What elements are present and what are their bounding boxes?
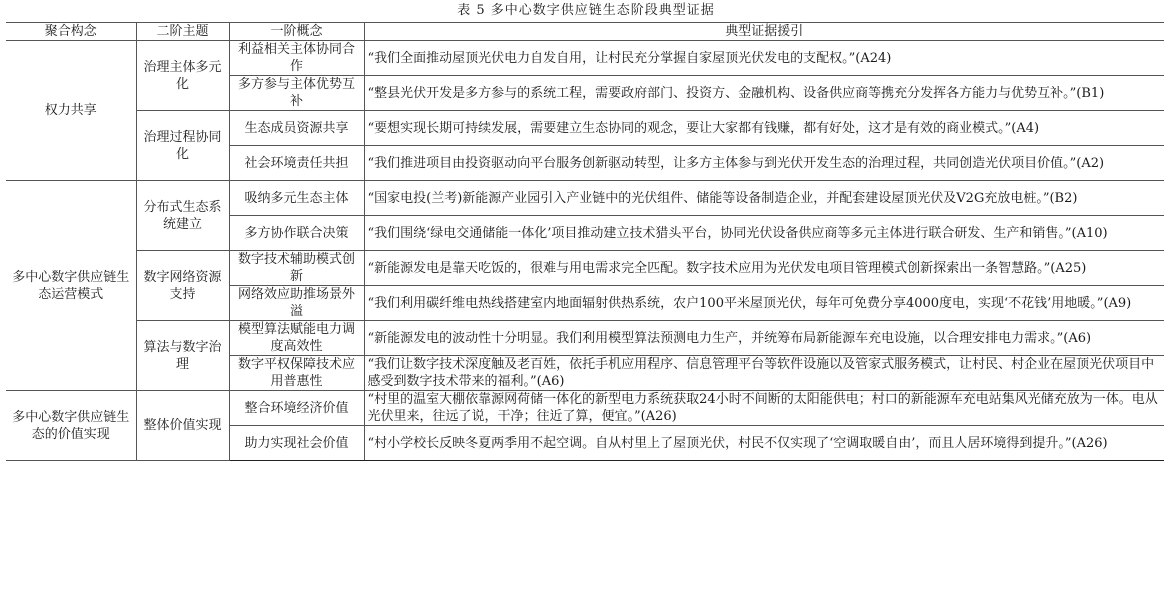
- evidence-table: [6, 22, 1164, 461]
- evidence-cell: “新能源发电是靠天吃饭的，很难与用电需求完全匹配。数字技术应用为光伏发电项目管理模式创新探索出一条智慧路。”(A25): [364, 251, 1164, 286]
- evidence-cell: “我们推进项目由投资驱动向平台服务创新驱动转型，让多方主体参与到光伏开发生态的治理过程，共同创造光伏项目价值。”(A2): [364, 146, 1164, 181]
- evidence-cell: “我们利用碳纤维电热线搭建室内地面辐射供热系统，农户100平米屋顶光伏，每年可免费分享4000度电，实现‘不花钱’用地暖。”(A9): [364, 286, 1164, 321]
- concept-cell: 网络效应助推场景外溢: [229, 286, 364, 321]
- evidence-cell: “我们围绕‘绿电交通储能一体化’项目推动建立技术猎头平台，协同光伏设备供应商等多元主体进行联合研发、生产和销售。”(A10): [364, 216, 1164, 251]
- header-second-order-theme: 二阶主题: [136, 23, 229, 41]
- theme-cell: 分布式生态系统建立: [136, 181, 229, 251]
- table-caption: 表 5 多中心数字供应链生态阶段典型证据: [457, 3, 715, 18]
- concept-cell: 吸纳多元生态主体: [229, 181, 364, 216]
- evidence-cell: “整县光伏开发是多方参与的系统工程，需要政府部门、投资方、金融机构、设备供应商等携充分发挥各方能力与优势互补。”(B1): [364, 76, 1164, 111]
- aggregate-cell: 多中心数字供应链生态运营模式: [6, 181, 136, 391]
- aggregate-cell: 权力共享: [6, 41, 136, 181]
- concept-cell: 多方参与主体优势互补: [229, 76, 364, 111]
- evidence-cell: “我们全面推动屋顶光伏电力自发自用，让村民充分掌握自家屋顶光伏发电的支配权。”(A24): [364, 41, 1164, 76]
- concept-cell: 生态成员资源共享: [229, 111, 364, 146]
- evidence-cell: “新能源发电的波动性十分明显。我们利用模型算法预测电力生产，并统筹布局新能源车充电设施，以合理安排电力需求。”(A6): [364, 321, 1164, 356]
- header-evidence: 典型证据援引: [364, 23, 1164, 41]
- table-row: [6, 181, 1164, 216]
- evidence-cell: “要想实现长期可持续发展，需要建立生态协同的观念，要让大家都有钱赚，都有好处，这才是有效的商业模式。”(A4): [364, 111, 1164, 146]
- evidence-cell: “国家电投(兰考)新能源产业园引入产业链中的光伏组件、储能等设备制造企业，并配套建设屋顶光伏及V2G充放电桩。”(B2): [364, 181, 1164, 216]
- concept-cell: 社会环境责任共担: [229, 146, 364, 181]
- theme-cell: 数字网络资源支持: [136, 251, 229, 321]
- evidence-cell: “村里的温室大棚依靠源网荷储一体化的新型电力系统获取24小时不间断的太阳能供电；村口的新能源车充电站集风光储充放为一体。电从光伏里来，往远了说，干净；往近了算，便宜。”(A26): [364, 391, 1164, 426]
- table-row: [6, 111, 1164, 146]
- concept-cell: 利益相关主体协同合作: [229, 41, 364, 76]
- concept-cell: 整合环境经济价值: [229, 391, 364, 426]
- theme-cell: 算法与数字治理: [136, 321, 229, 391]
- concept-cell: 模型算法赋能电力调度高效性: [229, 321, 364, 356]
- concept-cell: 多方协作联合决策: [229, 216, 364, 251]
- header-aggregate: 聚合构念: [6, 23, 136, 41]
- header-row: [6, 23, 1164, 41]
- evidence-cell: “我们让数字技术深度触及老百姓，依托手机应用程序、信息管理平台等软件设施以及管家式服务模式，让村民、村企业在屋顶光伏项目中感受到数字技术带来的福利。”(A6): [364, 356, 1164, 391]
- table-row: [6, 391, 1164, 426]
- evidence-cell: “村小学校长反映冬夏两季用不起空调。自从村里上了屋顶光伏，村民不仅实现了‘空调取暖自由’，而且人居环境得到提升。”(A26): [364, 426, 1164, 461]
- theme-cell: 整体价值实现: [136, 391, 229, 461]
- table-row: [6, 321, 1164, 356]
- aggregate-cell: 多中心数字供应链生态的价值实现: [6, 391, 136, 461]
- concept-cell: 助力实现社会价值: [229, 426, 364, 461]
- table-row: [6, 41, 1164, 76]
- theme-cell: 治理过程协同化: [136, 111, 229, 181]
- table-row: [6, 251, 1164, 286]
- theme-cell: 治理主体多元化: [136, 41, 229, 111]
- concept-cell: 数字平权保障技术应用普惠性: [229, 356, 364, 391]
- header-first-order-concept: 一阶概念: [229, 23, 364, 41]
- concept-cell: 数字技术辅助模式创新: [229, 251, 364, 286]
